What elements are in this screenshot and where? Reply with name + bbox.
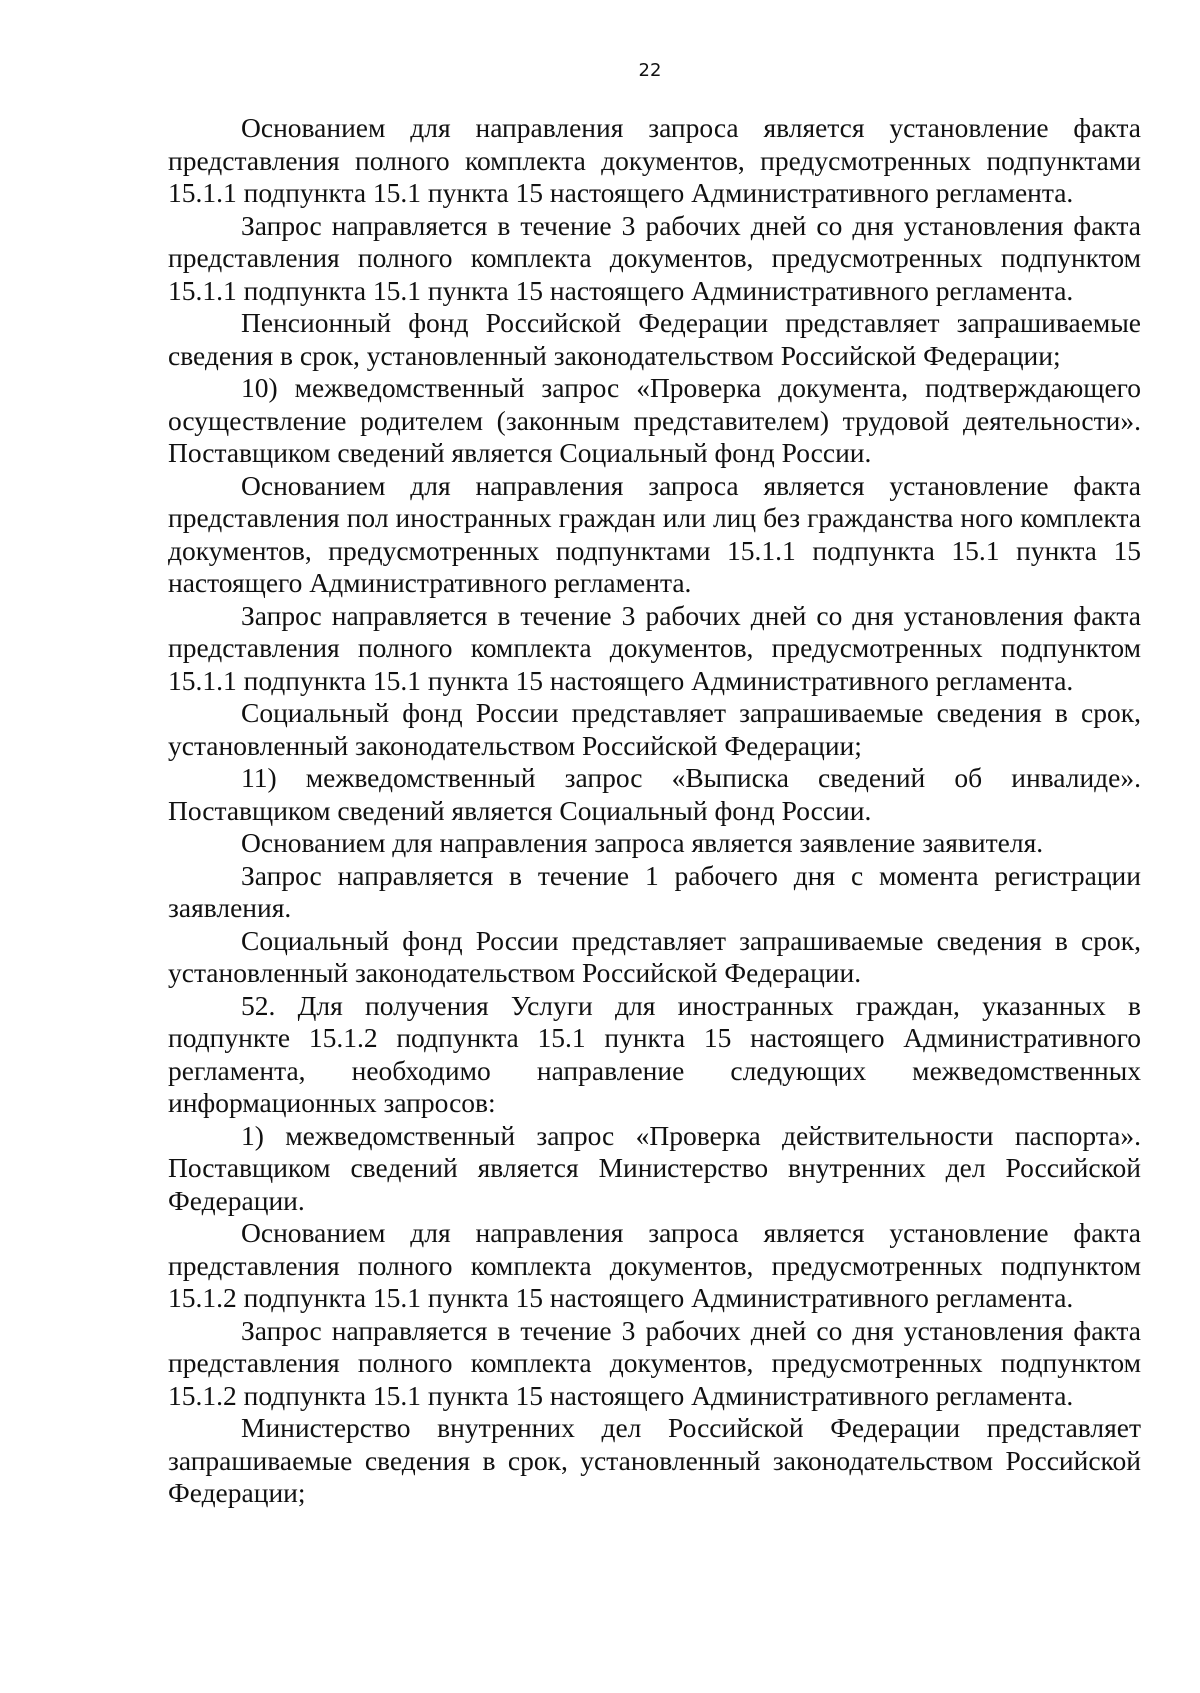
page-number: 22 bbox=[638, 60, 662, 81]
paragraph: Основанием для направления запроса является установление факта представления пол иностранных граждан или лиц без гражданства ного комплекта документов, предусмотренных подпунктами 15.1.1 подпункта 15.1 пункта 15 настоящего Административного регламента. bbox=[168, 469, 1141, 598]
paragraph: Министерство внутренних дел Российской Федерации представляет запрашиваемые сведения в срок, установленный законодательством Российской Федерации; bbox=[168, 1412, 1141, 1508]
paragraph: Пенсионный фонд Российской Федерации представляет запрашиваемые сведения в срок, установленный законодательством Российской Федерации; bbox=[168, 307, 1141, 371]
paragraph: Запрос направляется в течение 1 рабочего дня с момента регистрации заявления. bbox=[168, 859, 1141, 923]
paragraph: Социальный фонд России представляет запрашиваемые сведения в срок, установленный законодательством Российской Федерации. bbox=[168, 924, 1141, 988]
paragraph: Социальный фонд России представляет запрашиваемые сведения в срок, установленный законодательством Российской Федерации; bbox=[168, 697, 1141, 761]
paragraph: Запрос направляется в течение 3 рабочих дней со дня установления факта представления полного комплекта документов, предусмотренных подпунктом 15.1.1 подпункта 15.1 пункта 15 настоящего Административного регламента. bbox=[168, 209, 1141, 306]
list-item-1: 1) межведомственный запрос «Проверка действительности паспорта». Поставщиком сведений является Министерство внутренних дел Российской Федерации. bbox=[168, 1119, 1141, 1216]
paragraph: Запрос направляется в течение 3 рабочих дней со дня установления факта представления полного комплекта документов, предусмотренных подпунктом 15.1.1 подпункта 15.1 пункта 15 настоящего Административного регламента. bbox=[168, 599, 1141, 696]
paragraph: Основанием для направления запроса является установление факта представления полного комплекта документов, предусмотренных подпунктами 15.1.1 подпункта 15.1 пункта 15 настоящего Административного регламента. bbox=[168, 112, 1141, 208]
paragraph: Основанием для направления запроса является установление факта представления полного комплекта документов, предусмотренных подпунктом 15.1.2 подпункта 15.1 пункта 15 настоящего Административного регламента. bbox=[168, 1217, 1141, 1313]
paragraph: Основанием для направления запроса является заявление заявителя. bbox=[241, 827, 1044, 858]
list-item-11: 11) межведомственный запрос «Выписка сведений об инвалиде». Поставщиком сведений является Социальный фонд России. bbox=[168, 762, 1141, 826]
paragraph: Запрос направляется в течение 3 рабочих дней со дня установления факта представления полного комплекта документов, предусмотренных подпунктом 15.1.2 подпункта 15.1 пункта 15 настоящего Административного регламента. bbox=[168, 1314, 1141, 1411]
list-item-10: 10) межведомственный запрос «Проверка документа, подтверждающего осуществление родителем (законным представителем) трудовой деятельности». Поставщиком сведений является Социальный фонд России. bbox=[168, 372, 1141, 468]
section-52: 52. Для получения Услуги для иностранных граждан, указанных в подпункте 15.1.2 подпункта 15.1 пункта 15 настоящего Административного регламента, необходимо направление следующих межведомственных информационных запросов: bbox=[168, 989, 1141, 1118]
document-body bbox=[168, 112, 1141, 1510]
